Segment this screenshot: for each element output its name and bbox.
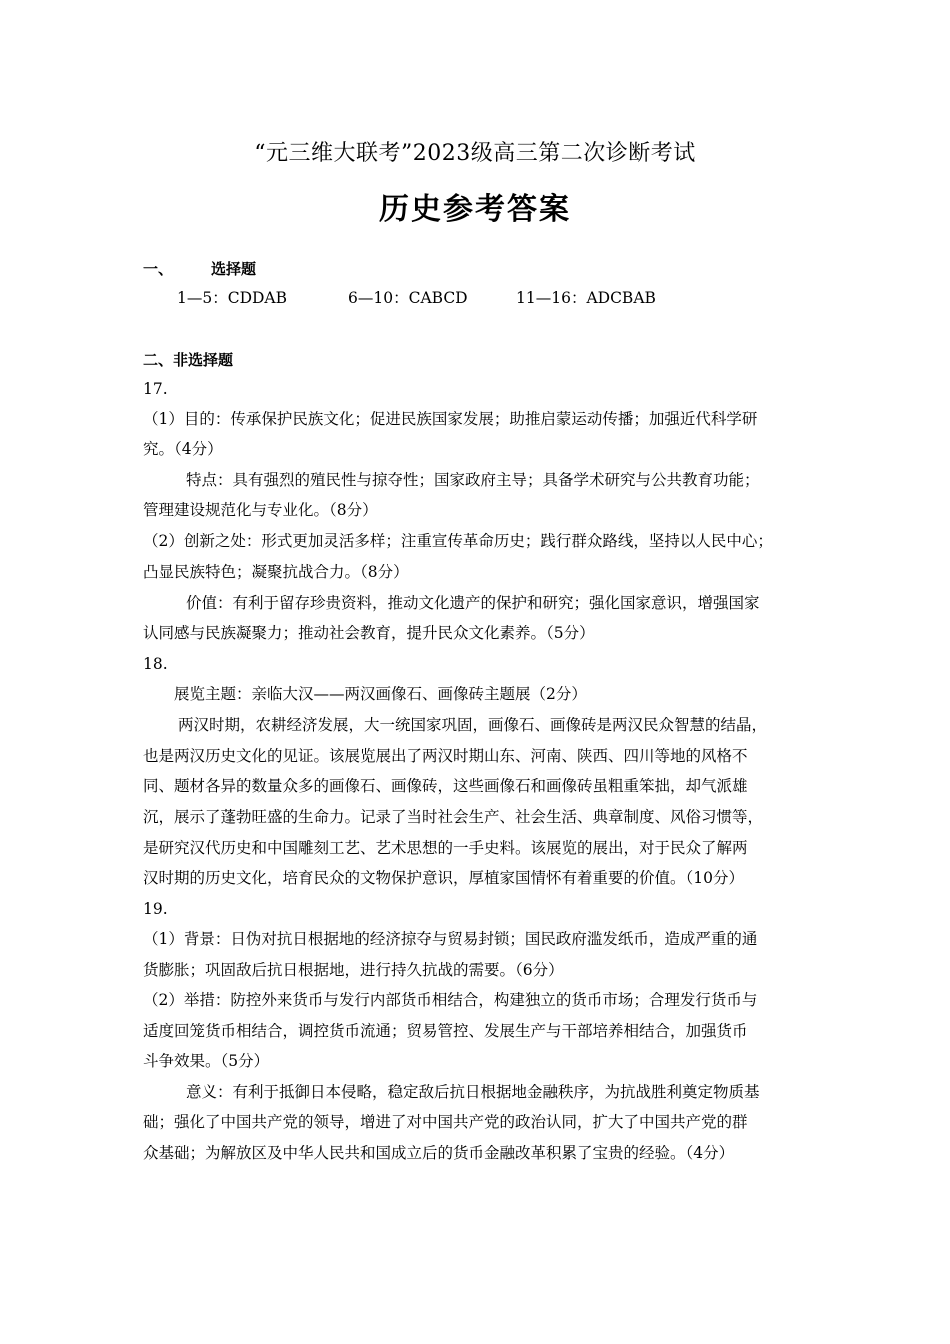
- question-number: 19.: [143, 900, 168, 918]
- choice-answer-group: 6—10：CABCD: [348, 289, 468, 307]
- section1-number: 一、: [143, 260, 174, 278]
- answer-line: 础；强化了中国共产党的领导，增进了对中国共产党的政治认同，扩大了中国共产党的群: [143, 1113, 748, 1131]
- answer-line: （1）背景：日伪对抗日根据地的经济掠夺与贸易封锁；国民政府滥发纸币，造成严重的通: [143, 930, 758, 948]
- section1-label: 选择题: [211, 260, 257, 278]
- answer-line: 价值：有利于留存珍贵资料，推动文化遗产的保护和研究；强化国家意识，增强国家: [186, 594, 760, 612]
- answer-line: 是研究汉代历史和中国雕刻工艺、艺术思想的一手史料。该展览的展出，对于民众了解两: [143, 839, 748, 857]
- answer-line: 汉时期的历史文化，培育民众的文物保护意识，厚植家国情怀有着重要的价值。（10分）: [143, 869, 744, 887]
- answer-line: 斗争效果。（5分）: [143, 1052, 270, 1070]
- answer-line: 特点：具有强烈的殖民性与掠夺性；国家政府主导；具备学术研究与公共教育功能；: [186, 471, 760, 489]
- answer-line: 同、题材各异的数量众多的画像石、画像砖，这些画像石和画像砖虽粗重笨拙，却气派雄: [143, 777, 748, 795]
- answer-line: 究。（4分）: [143, 440, 223, 458]
- answer-line: 两汉时期，农耕经济发展，大一统国家巩固，画像石、画像砖是两汉民众智慧的结晶，: [178, 716, 768, 734]
- answer-line: 也是两汉历史文化的见证。该展览展出了两汉时期山东、河南、陕西、四川等地的风格不: [143, 747, 748, 765]
- section2-heading: 二、非选择题: [143, 351, 234, 369]
- answer-line: 货膨胀；巩固敌后抗日根据地，进行持久抗战的需要。（6分）: [143, 961, 564, 979]
- answer-line: （1）目的：传承保护民族文化；促进民族国家发展；助推启蒙运动传播；加强近代科学研: [143, 410, 758, 428]
- exam-subtitle: “元三维大联考”2023级高三第二次诊断考试: [254, 141, 696, 166]
- answer-line: 认同感与民族凝聚力；推动社会教育，提升民众文化素养。（5分）: [143, 624, 595, 642]
- answer-line: 适度回笼货币相结合，调控货币流通；贸易管控、发展生产与干部培养相结合，加强货币: [143, 1022, 748, 1040]
- answer-line: 意义：有利于抵御日本侵略，稳定敌后抗日根据地金融秩序，为抗战胜利奠定物质基: [186, 1083, 760, 1101]
- question-number: 18.: [143, 655, 168, 673]
- choice-answer-group: 11—16：ADCBAB: [516, 289, 656, 307]
- question-number: 17.: [143, 380, 168, 398]
- answer-line: 管理建设规范化与专业化。（8分）: [143, 501, 378, 519]
- page-title: 历史参考答案: [379, 192, 571, 227]
- answer-line: 沉，展示了蓬勃旺盛的生命力。记录了当时社会生产、社会生活、典章制度、风俗习惯等，: [143, 808, 764, 826]
- answer-line: （2）创新之处：形式更加灵活多样；注重宣传革命历史；践行群众路线，坚持以人民中心；: [143, 532, 773, 550]
- choice-answer-group: 1—5：CDDAB: [177, 289, 288, 307]
- answer-line: 凸显民族特色；凝聚抗战合力。（8分）: [143, 563, 409, 581]
- answer-line: 展览主题：亲临大汉——两汉画像石、画像砖主题展（2分）: [174, 685, 587, 703]
- answer-line: （2）举措：防控外来货币与发行内部货币相结合，构建独立的货币市场；合理发行货币与: [143, 991, 758, 1009]
- answer-line: 众基础；为解放区及中华人民共和国成立后的货币金融改革积累了宝贵的经验。（4分）: [143, 1144, 735, 1162]
